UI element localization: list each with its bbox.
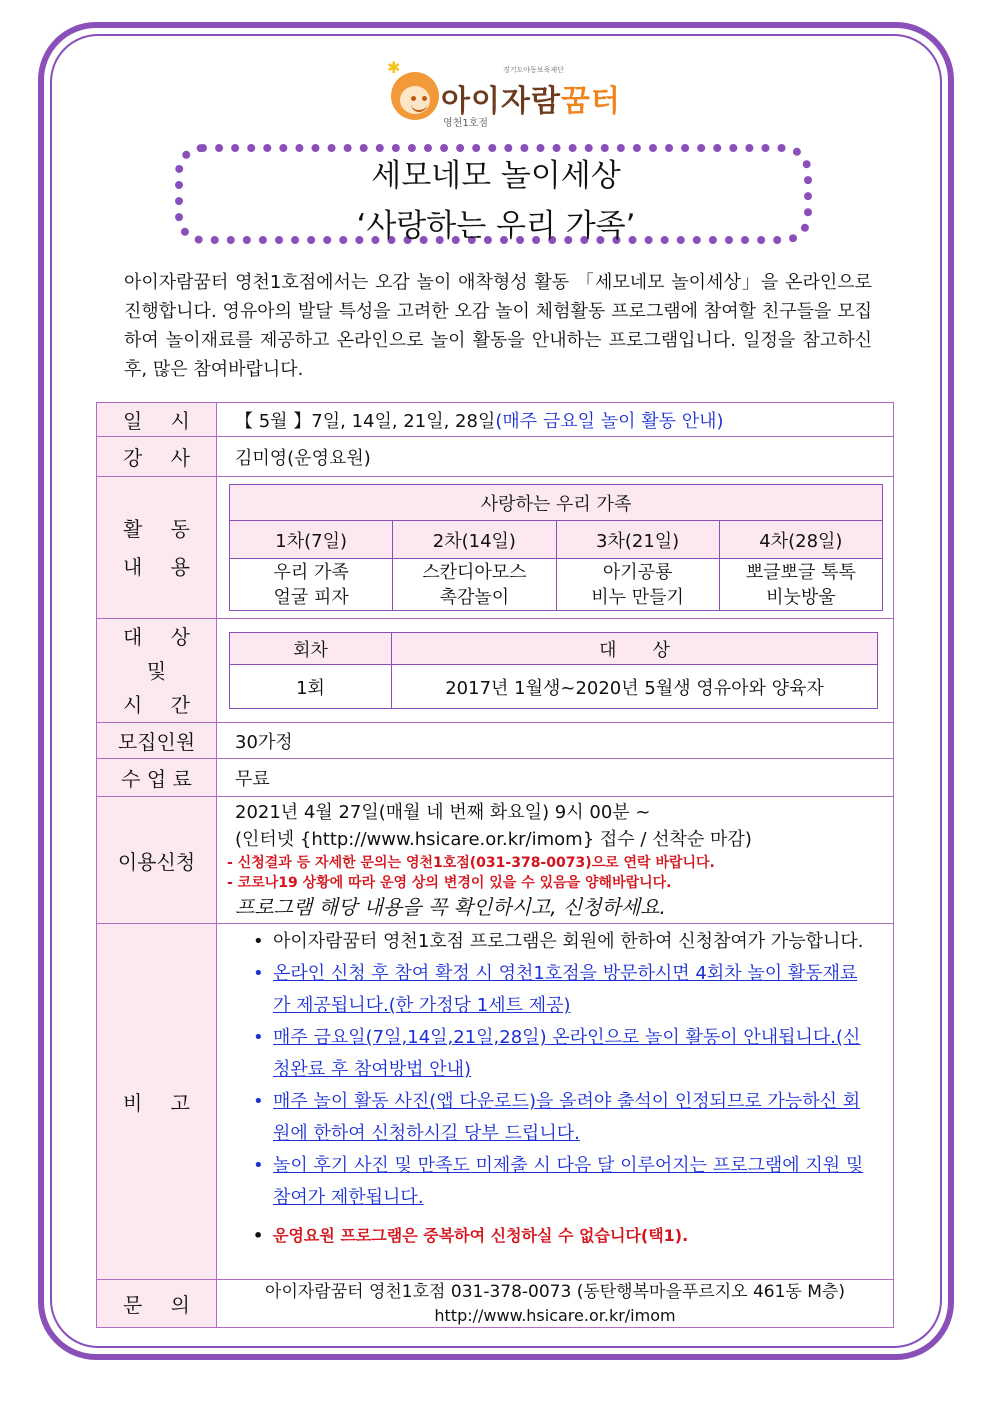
remark-item: • 온라인 신청 후 참여 확정 시 영천1호점을 방문하시면 4회차 놀이 활동재료가 제공됩니다.(한 가정당 1세트 제공) [253, 963, 858, 1016]
schedule-value: 【 5월 】7일, 14일, 21일, 28일 [235, 410, 496, 432]
activity-table [229, 484, 883, 611]
session-content: 아기공룡 비누 만들기 [556, 559, 719, 611]
remark-item: • 아이자람꿈터 영천1호점 프로그램은 회원에 한하여 신청참여가 가능합니다. [253, 931, 864, 952]
target-row: 대 상 및 시 간 회차 대 상 1회 2017년 1월생~2020년 5월생 영유아와 양육자 [97, 619, 894, 723]
session-content: 우리 가족 얼굴 피자 [230, 559, 393, 611]
session-content: 뽀글뽀글 톡톡 비눗방울 [719, 559, 882, 611]
page-title: 세모네모 놀이세상 [371, 158, 621, 194]
instructor-value: 김미영(운영요원) [217, 437, 894, 477]
capacity-value: 30가정 [217, 723, 894, 759]
apply-note: - 신청결과 등 자세한 문의는 영천1호점(031-378-0073)으로 연락 바랍니다. [227, 855, 715, 871]
remarks-row: 비 고 • 아이자람꿈터 영천1호점 프로그램은 회원에 한하여 신청참여가 가능합니다. • 온라인 신청 후 참여 확정 시 영천1호점을 방문하시면 4회차 놀이 활동재료가 제공됩니다.(한 가정당 1세트 제공) • 매주 금요일(7일,14일,21일,28일) 온라인으로 놀이 활동이 안내됩니다.(신청완료 후 참여방법 안내) • 매주 놀이 활동 사진(앱 다운로드)을 올려야 출석이 인정되므로 가능하신 회원에 한하여 신청하시길 당부 드립니다. • 놀이 후기 사진 및 만족도 미제출 시 다음 달 이루어지는 프로그램에 지원 및 참여가 제한됩니다. • 운영요원 프로그램은 중복하여 신청하실 수 없습니다(택1). [97, 924, 894, 1280]
target-value: 2017년 1월생~2020년 5월생 영유아와 양육자 [392, 665, 878, 709]
fee-row [97, 759, 894, 797]
logo-branch: 영천1호점 [443, 118, 489, 129]
activity-row: 활 동 내 용 사랑하는 우리 가족 1차(7일) 2차(14일) 3차(21일) 4차(28일) 우리 가족 얼굴 피자 스칸디아모스 촉감놀이 아기공룡 비누 만들기 뽀글뽀글 톡톡 비눗방울 [97, 477, 894, 619]
remark-item: • 매주 금요일(7일,14일,21일,28일) 온라인으로 놀이 활동이 안내됩니다.(신청완료 후 참여방법 안내) [253, 1027, 861, 1080]
remark-item: • 놀이 후기 사진 및 만족도 미제출 시 다음 달 이루어지는 프로그램에 지원 및 참여가 제한됩니다. [253, 1155, 864, 1208]
apply-date: 2021년 4월 27일(매월 네 번째 화요일) 9시 00분 ~ [235, 802, 651, 823]
logo-face-icon [391, 72, 439, 120]
remark-item: • 매주 놀이 활동 사진(앱 다운로드)을 올려야 출석이 인정되므로 가능하신 회원에 한하여 신청하시길 당부 드립니다. [253, 1091, 861, 1144]
session-round: 1차(7일) [230, 521, 393, 559]
contact-address: 아이자람꿈터 영천1호점 031-378-0073 (동탄행복마을푸르지오 461동 M층) [265, 1281, 845, 1302]
fee-value: 무료 [217, 759, 894, 797]
page-subtitle: ‘사랑하는 우리 가족’ [356, 208, 636, 244]
capacity-label: 모집인원 [97, 723, 217, 759]
logo [383, 58, 621, 132]
session-round: 4차(28일) [719, 521, 882, 559]
target-table [229, 632, 878, 709]
apply-label: 이용신청 [97, 797, 217, 924]
contact-row: 문 의 아이자람꿈터 영천1호점 031-378-0073 (동탄행복마을푸르지오 461동 M층) http://www.hsicare.or.kr/imom [97, 1280, 894, 1328]
apply-row [97, 797, 894, 924]
contact-url: http://www.hsicare.or.kr/imom [434, 1305, 676, 1325]
schedule-note: (매주 금요일 놀이 활동 안내) [495, 410, 724, 432]
info-table [96, 402, 894, 1328]
logo-name: 아이자람꿈터 [441, 84, 621, 119]
capacity-row [97, 723, 894, 759]
session-round: 2차(14일) [393, 521, 556, 559]
session-round: 3차(21일) [556, 521, 719, 559]
session-content: 스칸디아모스 촉감놀이 [393, 559, 556, 611]
col-target: 대 상 [392, 633, 878, 665]
fee-label: 수 업 료 [97, 759, 217, 797]
apply-notice: 프로그램 해당 내용을 꼭 확인하시고, 신청하세요. [235, 895, 666, 919]
col-round: 회차 [230, 633, 392, 665]
target-round: 1회 [230, 665, 392, 709]
instructor-row: 강 사 김미영(운영요원) [97, 437, 894, 477]
apply-url: (인터넷 {http://www.hsicare.or.kr/imom} 접수 / 선착순 마감) [235, 829, 752, 850]
remark-item-warning: • 운영요원 프로그램은 중복하여 신청하실 수 없습니다(택1). [253, 1226, 689, 1245]
schedule-row: 일 시 【 5월 】7일, 14일, 21일, 28일(매주 금요일 놀이 활동 안내) [97, 403, 894, 437]
star-icon: ✱ [387, 58, 401, 77]
intro-paragraph: 아이자람꿈터 영천1호점에서는 오감 놀이 애착형성 활동 「세모네모 놀이세상」을 온라인으로 진행합니다. 영유아의 발달 특성을 고려한 오감 놀이 체험활동 프로그램에 참여할 친구들을 모집하여 놀이재료를 제공하고 온라인으로 놀이 활동을 안내하는 프로그램입니다. 일정을 참고하신 후, 많은 참여바랍니다. [124, 272, 872, 380]
activity-table-title: 사랑하는 우리 가족 [230, 485, 883, 521]
logo-org: 경기도아동보육재단 [503, 66, 564, 74]
apply-note: - 코로나19 상황에 따라 운영 상의 변경이 있을 수 있음을 양해바랍니다. [227, 875, 672, 891]
